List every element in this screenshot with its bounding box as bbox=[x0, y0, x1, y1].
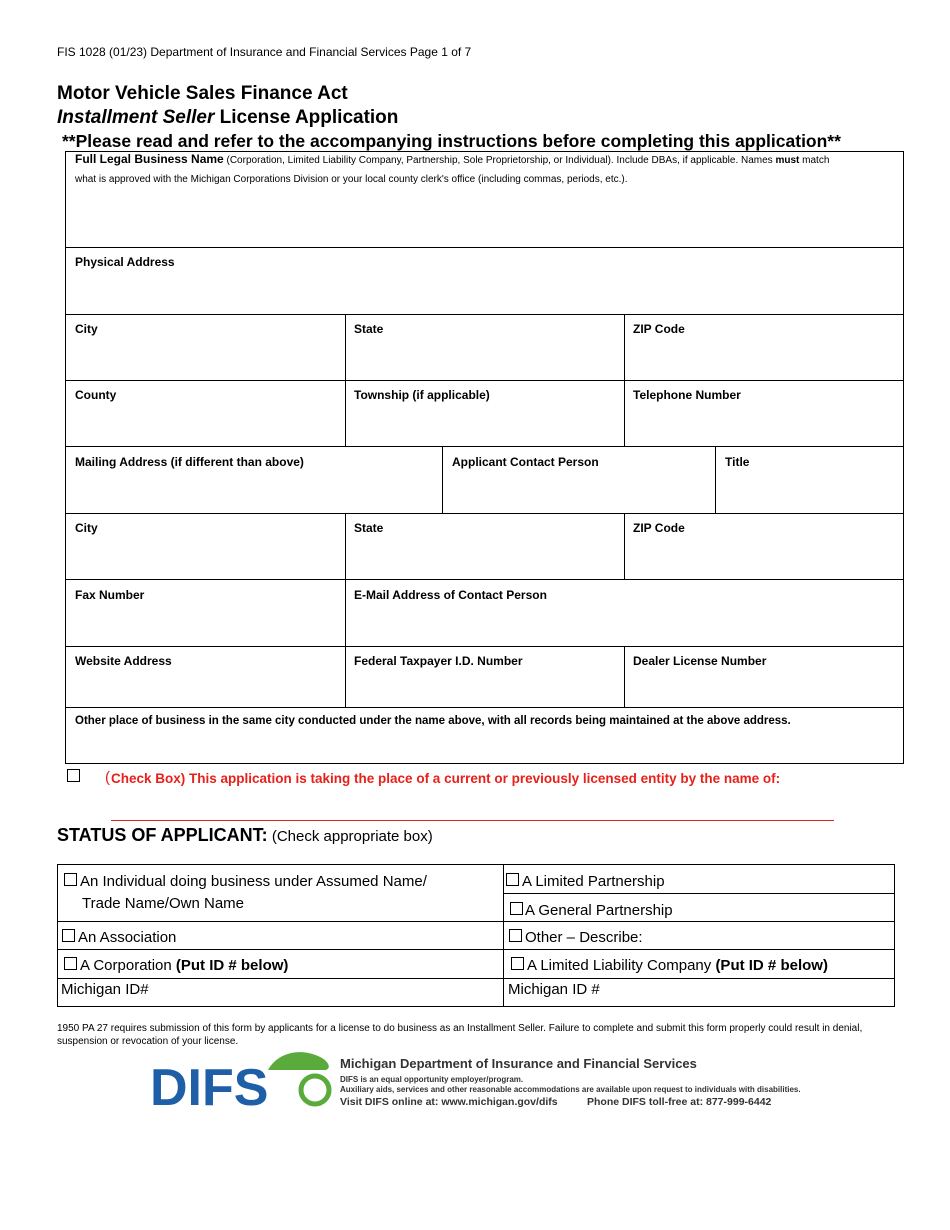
status-table-divider bbox=[503, 864, 504, 1007]
limited-partnership-label: A Limited Partnership bbox=[522, 873, 665, 890]
individual-option-label-line2: Trade Name/Own Name bbox=[82, 895, 244, 912]
instructions-note: **Please read and refer to the accompanying instructions before completing this application** bbox=[62, 131, 841, 151]
dealer-license-label: Dealer License Number bbox=[633, 654, 767, 668]
replacement-name-line[interactable] bbox=[111, 820, 834, 821]
other-checkbox[interactable] bbox=[509, 929, 522, 942]
general-partnership-label: A General Partnership bbox=[525, 902, 673, 919]
difs-logo-text: DIFS bbox=[150, 1059, 269, 1108]
accommodations-statement: Auxiliary aids, services and other reasonable accommodations are available upon request to individuals with disabilities. bbox=[340, 1085, 801, 1094]
llc-label: A Limited Liability Company (Put ID # below) bbox=[527, 957, 828, 974]
website-label: Website Address bbox=[75, 654, 172, 668]
llc-checkbox[interactable] bbox=[511, 957, 524, 970]
replacement-paren: ( bbox=[105, 769, 110, 786]
page-title: Motor Vehicle Sales Finance Act bbox=[57, 83, 348, 104]
email-label: E-Mail Address of Contact Person bbox=[354, 588, 547, 602]
physical-address-field[interactable] bbox=[65, 247, 904, 315]
replacement-checkbox[interactable] bbox=[67, 769, 80, 782]
corporation-label: A Corporation (Put ID # below) bbox=[80, 957, 289, 974]
city-field[interactable] bbox=[65, 314, 346, 381]
subtitle-italic: Installment Seller bbox=[57, 107, 215, 128]
association-label: An Association bbox=[78, 929, 177, 946]
individual-option-label: An Individual doing business under Assumed Name/ bbox=[80, 873, 427, 890]
association-checkbox[interactable] bbox=[62, 929, 75, 942]
other-label: Other – Describe: bbox=[525, 929, 643, 946]
mailing-state-label: State bbox=[354, 521, 384, 535]
status-row-line bbox=[503, 893, 895, 894]
general-partnership-checkbox[interactable] bbox=[510, 902, 523, 915]
mailing-city-field[interactable] bbox=[65, 513, 346, 580]
mailing-zip-label: ZIP Code bbox=[633, 521, 685, 535]
telephone-label: Telephone Number bbox=[633, 388, 741, 402]
difs-phone: Phone DIFS toll-free at: 877-999-6442 bbox=[587, 1096, 772, 1108]
eeo-statement: DIFS is an equal opportunity employer/program. bbox=[340, 1075, 524, 1084]
mailing-state-field[interactable] bbox=[345, 513, 625, 580]
legal-name-note: what is approved with the Michigan Corporations Division or your local county clerk's office (including commas, periods, etc.). bbox=[75, 174, 628, 185]
status-section-title: STATUS OF APPLICANT: (Check appropriate box) bbox=[57, 825, 433, 845]
corporation-checkbox[interactable] bbox=[64, 957, 77, 970]
state-field[interactable] bbox=[345, 314, 625, 381]
subtitle-rest: License Application bbox=[214, 107, 399, 128]
difs-logo-graphic bbox=[150, 1050, 335, 1108]
mailing-address-label: Mailing Address (if different than above) bbox=[75, 455, 304, 469]
michigan-id-right-label: Michigan ID # bbox=[508, 981, 600, 998]
status-row-line bbox=[57, 978, 895, 979]
contact-person-label: Applicant Contact Person bbox=[452, 455, 599, 469]
zip-label: ZIP Code bbox=[633, 322, 685, 336]
federal-id-label: Federal Taxpayer I.D. Number bbox=[354, 654, 523, 668]
state-label: State bbox=[354, 322, 384, 336]
mailing-city-label: City bbox=[75, 521, 98, 535]
fax-label: Fax Number bbox=[75, 588, 145, 602]
page-subtitle bbox=[57, 107, 398, 129]
status-row-line bbox=[503, 921, 895, 922]
individual-checkbox[interactable] bbox=[64, 873, 77, 886]
dept-name: Michigan Department of Insurance and Financial Services bbox=[340, 1056, 697, 1071]
replacement-text: Check Box) This application is taking the place of a current or previously licensed entity by the name of: bbox=[111, 771, 781, 786]
legal-name-label: Full Legal Business Name (Corporation, Limited Liability Company, Partnership, Sole Proprietorship, or Individual). Include DBAs, if applicable. Names must match bbox=[75, 152, 830, 166]
city-label: City bbox=[75, 322, 98, 336]
status-row-line bbox=[57, 921, 503, 922]
difs-logo bbox=[150, 1050, 335, 1108]
difs-website: Visit DIFS online at: www.michigan.gov/difs bbox=[340, 1096, 558, 1108]
status-row-line bbox=[57, 949, 895, 950]
title-label: Title bbox=[725, 455, 750, 469]
form-number-header: FIS 1028 (01/23) Department of Insurance and Financial Services Page 1 of 7 bbox=[57, 45, 472, 59]
limited-partnership-checkbox[interactable] bbox=[506, 873, 519, 886]
michigan-id-left-label: Michigan ID# bbox=[61, 981, 149, 998]
county-label: County bbox=[75, 388, 117, 402]
other-place-label: Other place of business in the same city conducted under the name above, with all records being maintained at the above address. bbox=[75, 715, 791, 727]
township-label: Township (if applicable) bbox=[354, 388, 490, 402]
physical-address-label: Physical Address bbox=[75, 255, 175, 269]
statute-notice: 1950 PA 27 requires submission of this form by applicants for a license to do business as an Installment Seller. Failure to complete and submit this form properly could result in denial, suspension or revocation of your license. bbox=[57, 1023, 863, 1047]
